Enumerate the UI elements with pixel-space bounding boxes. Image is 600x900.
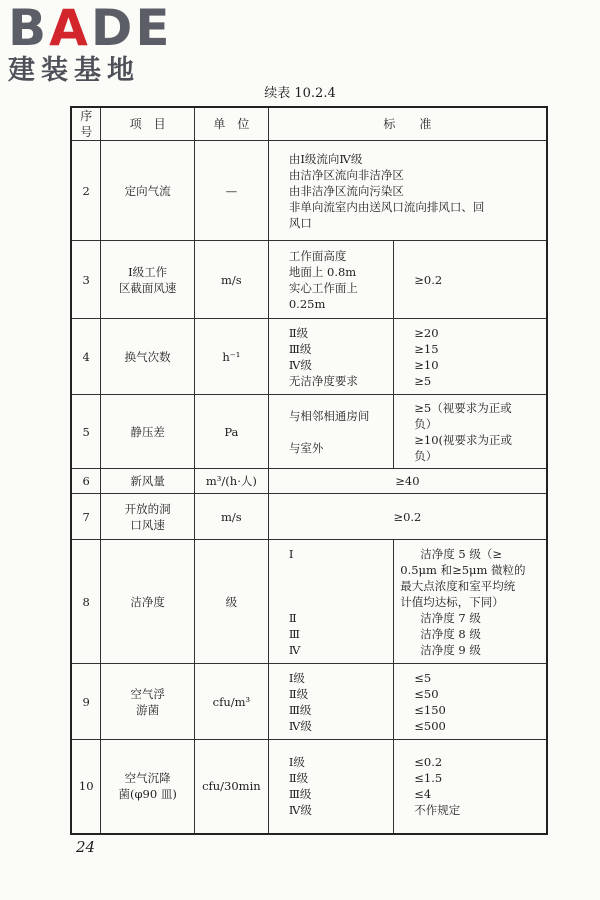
brand-logo <box>8 2 180 90</box>
table-row: 5 静压差 Pa 与相邻相通房间 与室外 ≥5（视要求为正或 负） ≥10(视要求为正或 负） <box>71 395 547 469</box>
header-row <box>71 107 547 141</box>
table-row: 10 空气沉降 菌(φ90 皿) cfu/30min Ⅰ级 Ⅱ级 Ⅲ级 Ⅳ级 ≤0.2 ≤1.5 ≤4 不作规定 <box>71 740 547 834</box>
header-unit: 单 位 <box>194 107 268 141</box>
table-caption: 续表 10.2.4 <box>264 86 336 101</box>
logo-wordmark: BADE <box>8 0 173 57</box>
table-row: 4 换气次数 h⁻¹ Ⅱ级 Ⅲ级 Ⅳ级 无洁净度要求 ≥20 ≥15 ≥10 ≥5 <box>71 319 547 395</box>
logo-subtitle: 建装基地 <box>8 55 140 86</box>
table-row: 6 新风量 m³/(h·人) ≥40 <box>71 469 547 494</box>
header-item: 项 目 <box>101 107 194 141</box>
header-standard: 标 准 <box>268 107 547 141</box>
table-row: 2 定向气流 — 由Ⅰ级流向Ⅳ级 由洁净区流向非洁净区 由非洁净区流向污染区 非单向流室内由送风口流向排风口、回 风口 <box>71 141 547 241</box>
table-row: 8 洁净度 级 Ⅰ Ⅱ Ⅲ Ⅳ 洁净度 5 级（≥ 0.5μm 和≥5μm 微粒的 最大点浓度和室平均统 计值均达标，下同） 洁净度 7 级 洁净度 8 级 洁净度 9 级 <box>71 540 547 664</box>
table-row: 3 Ⅰ级工作 区截面风速 m/s 工作面高度 地面上 0.8m 实心工作面上 0.25m ≥0.2 <box>71 241 547 319</box>
header-seq: 序号 <box>71 107 101 141</box>
table-row: 9 空气浮 游菌 cfu/m³ Ⅰ级 Ⅱ级 Ⅲ级 Ⅳ级 ≤5 ≤50 ≤150 ≤500 <box>71 664 547 740</box>
page-number: 24 <box>76 838 96 856</box>
standards-table <box>70 106 548 835</box>
table-row: 7 开放的洞 口风速 m/s ≥0.2 <box>71 494 547 540</box>
